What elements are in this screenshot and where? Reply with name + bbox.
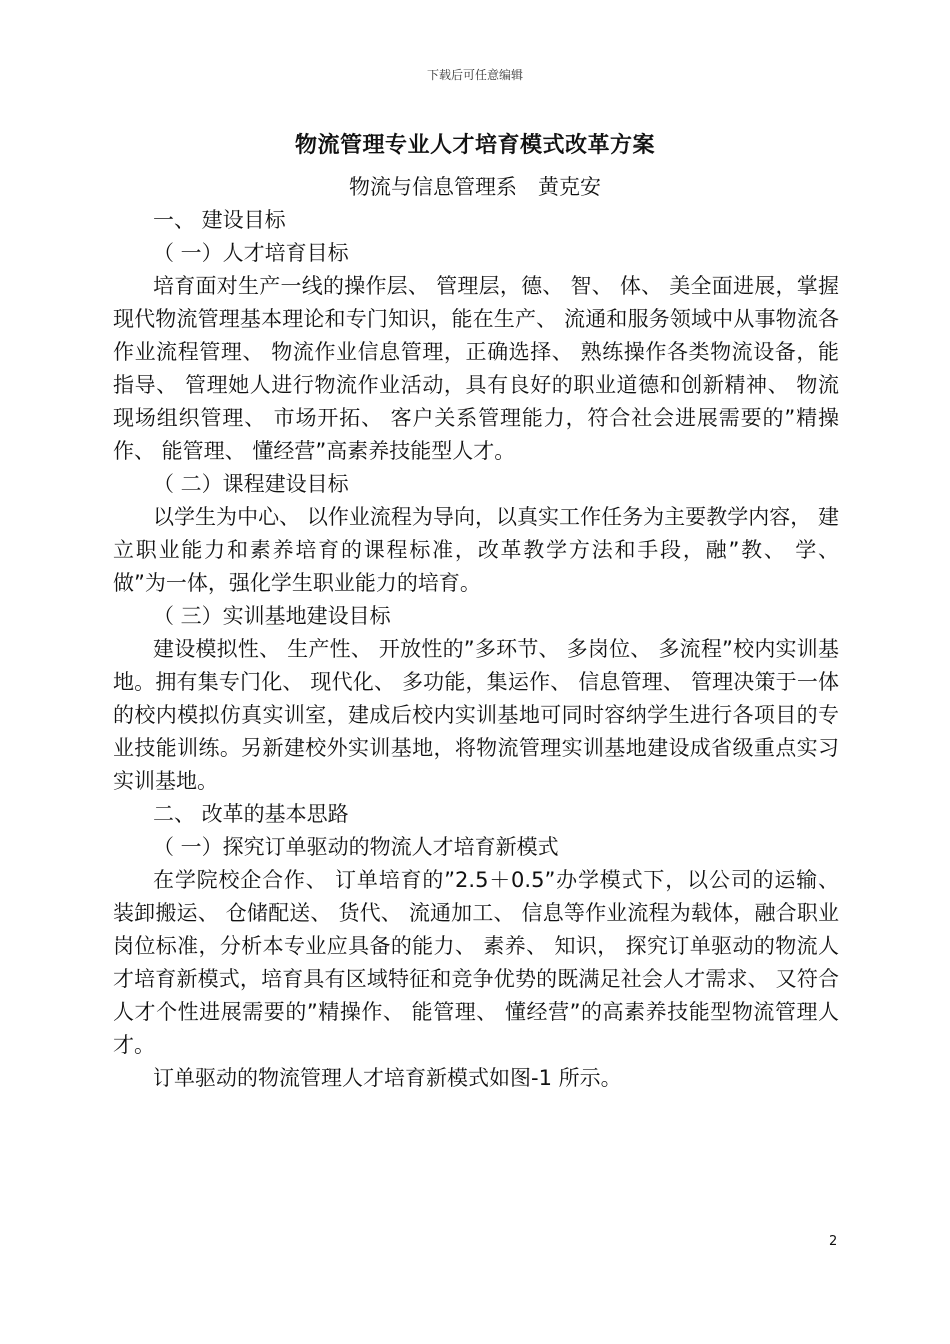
page-subtitle: 物流与信息管理系 黄克安 — [349, 175, 601, 199]
subsection-heading: （ 二）课程建设目标 — [153, 472, 349, 496]
page-number: 2 — [829, 1234, 838, 1249]
section-heading: 二、 改革的基本思路 — [153, 802, 349, 826]
body-paragraph: 以学生为中心、 以作业流程为导向，以真实工作任务为主要教学内容， 建立职业能力和素养培育的课程标准，改革教学方法和手段，融”教、 学、 做”为一体，强化学生职业能力的培育。 — [113, 505, 839, 595]
section-heading: 一、 建设目标 — [153, 208, 286, 232]
body-paragraph: 培育面对生产一线的操作层、 管理层，德、 智、 体、 美全面进展，掌握现代物流管理基本理论和专门知识，能在生产、 流通和服务领域中从事物流各作业流程管理、 物流作业信息管理，正确选择、 熟练操作各类物流设备，能指导、 管理她人进行物流作业活动，具有良好的职业道德和创新精神、 物流现场组织管理、 市场开拓、 客户关系管理能力，符合社会进展需要的”精操作、 能管理、 懂经营”高素养技能型人才。 — [113, 274, 839, 463]
body-paragraph: 在学院校企合作、 订单培育的”2.5＋0.5”办学模式下，以公司的运输、 装卸搬运、 仓储配送、 货代、 流通加工、 信息等作业流程为载体，融合职业岗位标准，分析本专业应具备的能力、 素养、 知识， 探究订单驱动的物流人才培育新模式，培育具有区域特征和竞争优势的既满足社会人才需求、 又符合人才个性进展需要的”精操作、 能管理、 懂经营”的高素养技能型物流管理人才。 — [113, 868, 839, 1057]
subsection-heading: （ 三）实训基地建设目标 — [153, 604, 391, 628]
body-paragraph: 订单驱动的物流管理人才培育新模式如图-1 所示。 — [153, 1066, 622, 1090]
page-title: 物流管理专业人才培育模式改革方案 — [294, 133, 655, 158]
body-paragraph: 建设模拟性、 生产性、 开放性的”多环节、 多岗位、 多流程”校内实训基地。拥有集专门化、 现代化、 多功能，集运作、 信息管理、 管理决策于一体的校内模拟仿真实训室，建成后校内实训基地可同时容纳学生进行各项目的专业技能训练。另新建校外实训基地，将物流管理实训基地建设成省级重点实习实训基地。 — [113, 637, 839, 793]
subsection-heading: （ 一）探究订单驱动的物流人才培育新模式 — [153, 835, 559, 859]
subsection-heading: （ 一）人才培育目标 — [153, 241, 349, 265]
document-body — [113, 204, 839, 1095]
header-note: 下载后可任意编辑 — [426, 68, 523, 82]
